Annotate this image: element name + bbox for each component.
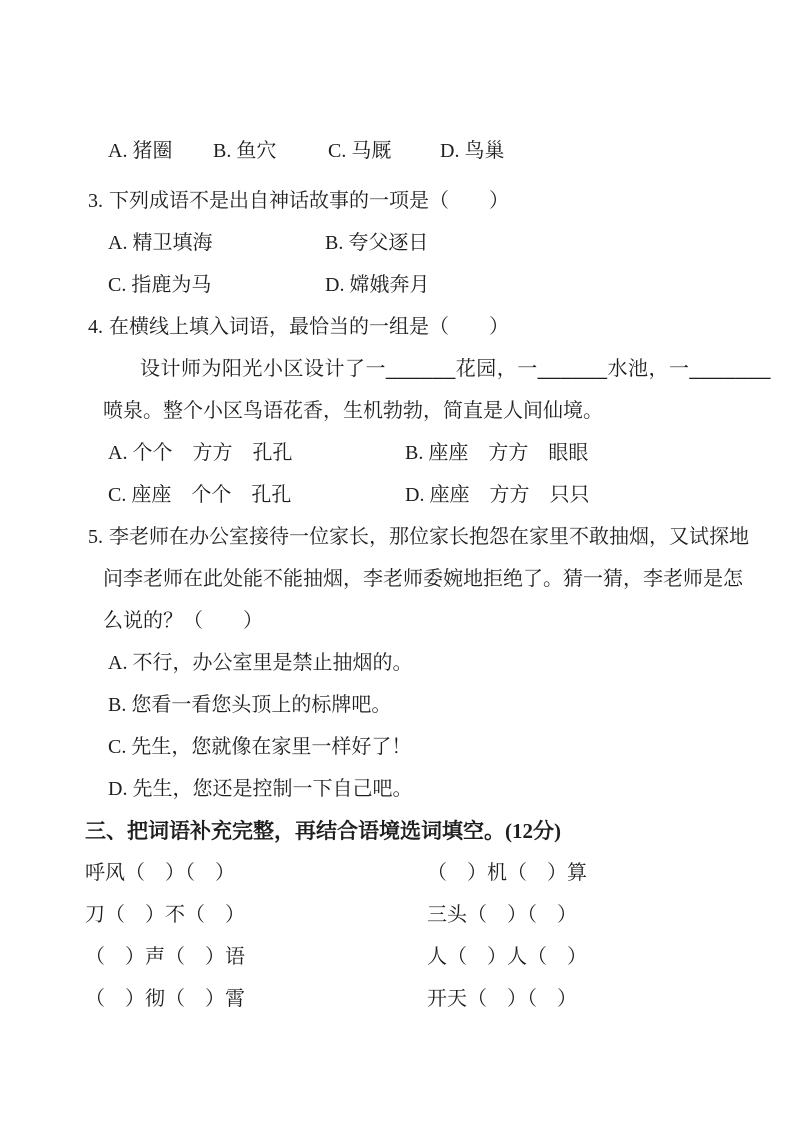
option-text: 您看一看您头顶上的标牌吧。: [131, 694, 392, 716]
question-5-option-a: [108, 642, 743, 684]
option-label: D.: [405, 484, 425, 506]
idiom-blank-left: （ ）彻（ ）霄: [85, 988, 245, 1010]
option-text: 鸟巢: [464, 140, 505, 162]
question-5-option-d: [108, 768, 743, 810]
previous-question-options-row: [108, 130, 743, 172]
option-text: 个个 方方 孔孔: [132, 442, 293, 464]
option-text: 先生，您还是控制一下自己吧。: [132, 778, 413, 800]
option-label: A.: [108, 140, 128, 162]
question-5-stem-line-1: [88, 516, 749, 558]
option-item: [328, 130, 440, 172]
question-4-passage-line-1: 设计师为阳光小区设计了一______花园，一______水池，一_______: [140, 358, 771, 380]
option-label: C.: [108, 274, 127, 296]
question-stem-text: 在横线上填入词语，最恰当的一组是（ ）: [109, 316, 509, 338]
option-text: 精卫填海: [132, 232, 213, 254]
question-4-stem: [88, 306, 743, 348]
question-number: 3.: [88, 190, 103, 212]
question-number: 5.: [88, 526, 103, 548]
option-text: 嫦娥奔月: [349, 274, 430, 296]
option-label: D.: [440, 140, 460, 162]
question-3-stem: [88, 180, 743, 222]
option-item: [108, 474, 405, 516]
option-label: D.: [108, 778, 128, 800]
option-label: B.: [108, 694, 127, 716]
question-5-stem-line-2: 问李老师在此处能不能抽烟，李老师委婉地拒绝了。猜一猜，李老师是怎: [103, 568, 743, 590]
option-text: 座座 个个 孔孔: [131, 484, 292, 506]
option-item: [405, 432, 588, 474]
question-3-options-row-1: [108, 222, 743, 264]
idiom-blank-right: 开天（ ）（ ）: [427, 988, 577, 1010]
question-stem-text: 下列成语不是出自神话故事的一项是（ ）: [109, 190, 509, 212]
option-item: [325, 222, 428, 264]
option-item: [440, 130, 504, 172]
option-label: C.: [108, 736, 127, 758]
option-text: 指鹿为马: [131, 274, 212, 296]
option-label: C.: [108, 484, 127, 506]
question-stem-text: 李老师在办公室接待一位家长，那位家长抱怨在家里不敢抽烟，又试探地: [109, 526, 749, 548]
idiom-blank-left: 刀（ ）不（ ）: [85, 904, 245, 926]
option-label: B.: [405, 442, 424, 464]
option-item: [325, 264, 429, 306]
option-item: [108, 264, 325, 306]
idiom-blank-left: （ ）声（ ）语: [85, 946, 245, 968]
option-text: 不行，办公室里是禁止抽烟的。: [132, 652, 413, 674]
option-text: 鱼穴: [236, 140, 277, 162]
question-3-options-row-2: [108, 264, 743, 306]
option-label: C.: [328, 140, 347, 162]
option-text: 夸父逐日: [348, 232, 429, 254]
idiom-row-1: [85, 852, 743, 894]
question-4-options-row-1: [108, 432, 743, 474]
question-4-passage-line-2: 喷泉。整个小区鸟语花香，生机勃勃，简直是人间仙境。: [103, 400, 603, 422]
option-item: [108, 222, 325, 264]
section-3-title: [85, 810, 743, 852]
question-number: 4.: [88, 316, 103, 338]
option-text: 座座 方方 只只: [429, 484, 590, 506]
option-label: A.: [108, 442, 128, 464]
option-text: 先生，您就像在家里一样好了！: [131, 736, 412, 758]
idiom-blank-left: 呼风（ ）（ ）: [85, 862, 235, 884]
option-item: [405, 474, 589, 516]
question-5-option-c: [108, 726, 743, 768]
option-label: D.: [325, 274, 345, 296]
option-item: [213, 130, 328, 172]
question-5-stem-line-3: 么说的？（ ）: [103, 610, 263, 632]
option-label: B.: [213, 140, 232, 162]
option-text: 马厩: [351, 140, 392, 162]
idiom-row-2: [85, 894, 743, 936]
option-label: A.: [108, 232, 128, 254]
section-title-text: 三、把词语补充完整，再结合语境选词填空。: [85, 820, 505, 843]
idiom-row-3: [85, 936, 743, 978]
idiom-blank-right: （ ）机（ ）算: [427, 862, 587, 884]
question-5-option-b: [108, 684, 743, 726]
option-item: [108, 432, 405, 474]
option-text: 猪圈: [132, 140, 173, 162]
idiom-blank-right: 人（ ）人（ ）: [427, 946, 587, 968]
option-label: B.: [325, 232, 344, 254]
option-item: [108, 130, 213, 172]
idiom-row-4: [85, 978, 743, 1020]
idiom-blank-right: 三头（ ）（ ）: [427, 904, 577, 926]
option-label: A.: [108, 652, 128, 674]
question-4-options-row-2: [108, 474, 743, 516]
section-score: (12分): [505, 819, 561, 843]
option-text: 座座 方方 眼眼: [428, 442, 589, 464]
